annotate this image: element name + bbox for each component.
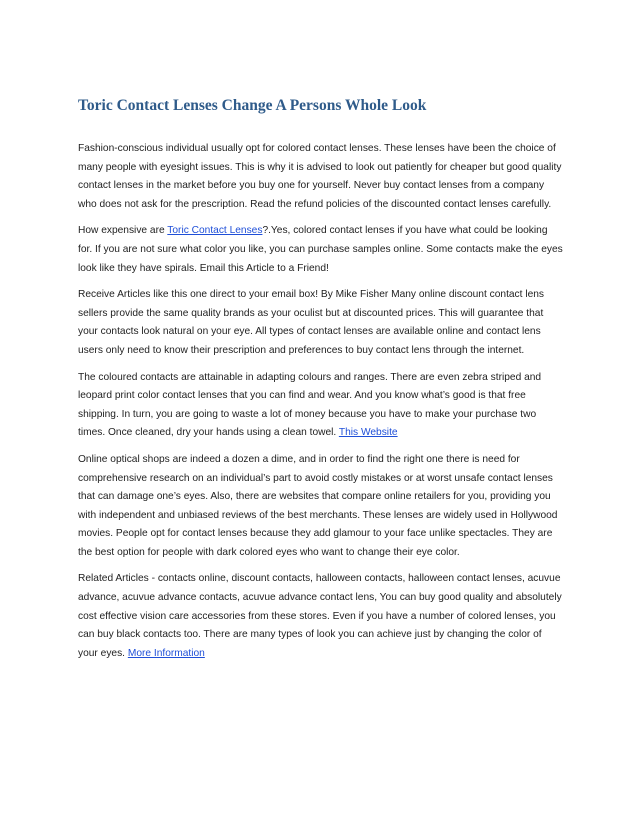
toric-contact-lenses-link[interactable]: Toric Contact Lenses [167,225,263,237]
paragraph-2-text-start: How expensive are [78,225,168,237]
paragraph-2-text-end: ?.Yes, colored contact lenses if you have what could be looking for. If you are not sure what color you like, you can purchase samples online. Some contacts make the eyes look like they have spirals. Email this Article to a Friend! [78,225,563,274]
paragraph-4-text: The coloured contacts are attainable in adapting colours and ranges. There are even zebra striped and leopard print color contact lenses that you can find and wear. And you know what’s good is that free shipping. In turn, you are going to waste a lot of money because you have to make your purchase two times. Once cleaned, dry your hands using a clean towel. [78,371,542,439]
paragraph-6 [78,570,564,663]
this-website-link[interactable]: This Website [338,427,398,439]
paragraph-5: Online optical shops are indeed a dozen a dime, and in order to find the right one there is need for comprehensive research on an individual’s part to avoid costly mistakes or at worst unsafe contact lenses that can damage one’s eyes. Also, there are websites that compare online retailers for you, providing you with independent and unbiased reviews of the best merchants. These lenses are widely used in Hollywood movies. People opt for contact lenses because they add glamour to your face unlike spectacles. They are the best option for people with dark colored eyes who want to change their eye color. [78,453,558,558]
paragraph-4 [78,369,564,443]
document-page [78,96,564,671]
paragraph-3: Receive Articles like this one direct to your email box! By Mike Fisher Many online discount contact lens sellers provide the same quality brands as your oculist but at discounted prices. This will guarantee that your contacts look natural on your eye. All types of contact lenses are available online and contact lens users only need to know their prescription and preferences to buy contact lens through the internet. [78,289,545,356]
paragraph-1: Fashion-conscious individual usually opt for colored contact lenses. These lenses have been the choice of many people with eyesight issues. This is why it is advised to look out patiently for cheaper but good quality contact lenses in the market before you buy one for yourself. Never buy contact lenses from a company who does not ask for the prescription. Read the refund policies of the discounted contact lenses carefully. [78,143,562,210]
paragraph-6-text: Related Articles - contacts online, discount contacts, halloween contacts, halloween contact lenses, acuvue advance, acuvue advance contacts, acuvue advance contact lens, You can buy good quality and absolutely cost effective vision care accessories from these stores. Even if you have a number of colored lenses, you can buy black contacts too. There are many types of look you can achieve just by changing the color of your eyes. [78,573,562,659]
document-title: Toric Contact Lenses Change A Persons Whole Look [78,97,427,114]
more-information-link[interactable]: More Information [127,647,205,659]
paragraph-2 [78,222,564,278]
